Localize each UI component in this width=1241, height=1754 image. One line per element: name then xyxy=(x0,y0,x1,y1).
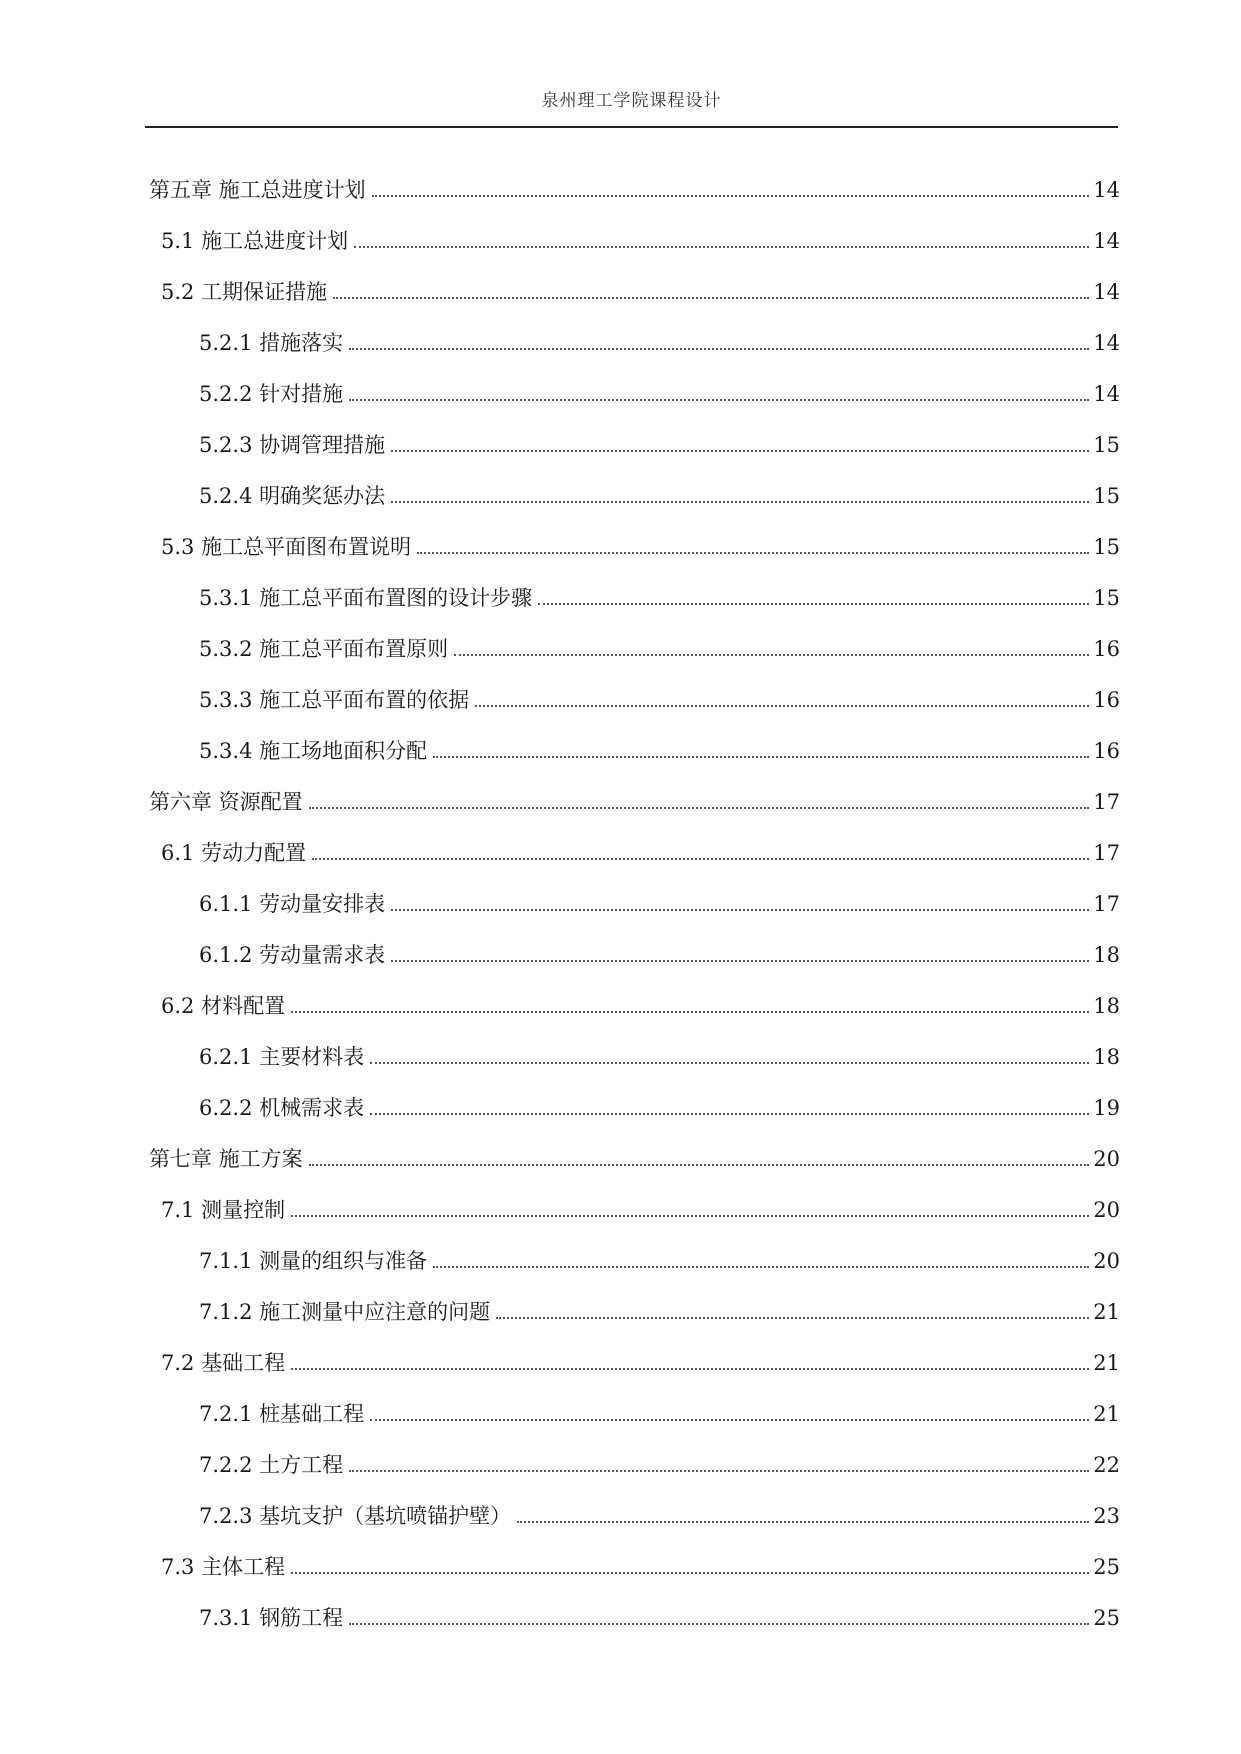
toc-dot-leader xyxy=(291,1571,1089,1574)
toc-dot-leader xyxy=(370,1061,1089,1064)
toc-entry-page-number: 23 xyxy=(1093,1504,1120,1528)
toc-entry-title: 7.2.1 桩基础工程 xyxy=(199,1402,365,1426)
toc-dot-leader xyxy=(475,704,1089,707)
toc-entry[interactable] xyxy=(145,255,1120,306)
toc-dot-leader xyxy=(370,1418,1089,1421)
toc-entry[interactable] xyxy=(145,612,1120,663)
toc-dot-leader xyxy=(349,347,1089,350)
toc-entry-page-number: 17 xyxy=(1093,892,1120,916)
toc-entry-title: 5.2.3 协调管理措施 xyxy=(199,433,386,457)
toc-dot-leader xyxy=(291,1214,1089,1217)
toc-entry[interactable] xyxy=(145,1377,1120,1428)
toc-entry-page-number: 18 xyxy=(1093,994,1120,1018)
toc-entry-page-number: 15 xyxy=(1093,586,1120,610)
toc-entry-page-number: 20 xyxy=(1093,1249,1120,1273)
toc-entry-title: 5.2.2 针对措施 xyxy=(199,382,344,406)
toc-dot-leader xyxy=(370,1112,1089,1115)
toc-entry-page-number: 17 xyxy=(1093,790,1120,814)
toc-entry[interactable] xyxy=(145,306,1120,357)
page-header-title: 泉州理工学院课程设计 xyxy=(541,91,722,111)
toc-entry-page-number: 25 xyxy=(1093,1606,1120,1630)
toc-entry-title: 6.2 材料配置 xyxy=(161,994,286,1018)
toc-entry[interactable] xyxy=(145,1173,1120,1224)
toc-dot-leader xyxy=(391,908,1089,911)
toc-entry[interactable] xyxy=(145,1428,1120,1479)
toc-entry-page-number: 21 xyxy=(1093,1351,1120,1375)
toc-entry[interactable] xyxy=(145,1071,1120,1122)
toc-entry-title: 6.1 劳动力配置 xyxy=(161,841,307,865)
toc-entry-page-number: 16 xyxy=(1093,637,1120,661)
toc-dot-leader xyxy=(372,194,1090,197)
toc-entry-title: 7.2.3 基坑支护（基坑喷锚护壁） xyxy=(199,1504,512,1528)
toc-entry-page-number: 16 xyxy=(1093,688,1120,712)
toc-entry-title: 6.1.1 劳动量安排表 xyxy=(199,892,386,916)
toc-entry-page-number: 21 xyxy=(1093,1300,1120,1324)
toc-entry-title: 6.2.1 主要材料表 xyxy=(199,1045,365,1069)
toc-dot-leader xyxy=(312,857,1089,860)
toc-entry[interactable] xyxy=(145,867,1120,918)
header-divider xyxy=(145,126,1118,128)
toc-dot-leader xyxy=(391,449,1089,452)
toc-entry[interactable] xyxy=(145,510,1120,561)
toc-entry-page-number: 16 xyxy=(1093,739,1120,763)
toc-entry-title: 7.1 测量控制 xyxy=(161,1198,286,1222)
toc-entry-page-number: 22 xyxy=(1093,1453,1120,1477)
toc-dot-leader xyxy=(391,959,1089,962)
toc-entry[interactable] xyxy=(145,1326,1120,1377)
toc-entry-title: 5.3.4 施工场地面积分配 xyxy=(199,739,428,763)
toc-dot-leader xyxy=(291,1367,1089,1370)
toc-dot-leader xyxy=(309,806,1090,809)
toc-dot-leader xyxy=(349,1469,1089,1472)
toc-dot-leader xyxy=(433,755,1089,758)
toc-entry-title: 6.1.2 劳动量需求表 xyxy=(199,943,386,967)
toc-entry-title: 5.2 工期保证措施 xyxy=(161,280,328,304)
toc-dot-leader xyxy=(417,551,1089,554)
toc-dot-leader xyxy=(433,1265,1089,1268)
table-of-contents xyxy=(145,153,1120,1632)
toc-entry-title: 7.1.1 测量的组织与准备 xyxy=(199,1249,428,1273)
toc-entry-title: 5.2.4 明确奖惩办法 xyxy=(199,484,386,508)
toc-entry[interactable] xyxy=(145,1530,1120,1581)
toc-dot-leader xyxy=(391,500,1089,503)
toc-entry[interactable] xyxy=(145,663,1120,714)
toc-entry-title: 第五章 施工总进度计划 xyxy=(149,178,366,202)
toc-entry-title: 第七章 施工方案 xyxy=(149,1147,303,1171)
toc-entry-title: 5.1 施工总进度计划 xyxy=(161,229,349,253)
toc-entry-page-number: 15 xyxy=(1093,433,1120,457)
toc-entry[interactable] xyxy=(145,918,1120,969)
toc-entry[interactable] xyxy=(145,204,1120,255)
toc-entry[interactable] xyxy=(145,1224,1120,1275)
toc-entry-title: 7.3.1 钢筋工程 xyxy=(199,1606,344,1630)
toc-dot-leader xyxy=(309,1163,1090,1166)
toc-entry-page-number: 20 xyxy=(1093,1147,1120,1171)
toc-dot-leader xyxy=(538,602,1089,605)
toc-entry-page-number: 14 xyxy=(1093,331,1120,355)
toc-entry-page-number: 18 xyxy=(1093,1045,1120,1069)
toc-entry-title: 5.3 施工总平面图布置说明 xyxy=(161,535,412,559)
toc-entry-title: 第六章 资源配置 xyxy=(149,790,303,814)
toc-dot-leader xyxy=(291,1010,1089,1013)
toc-entry-title: 5.3.3 施工总平面布置的依据 xyxy=(199,688,470,712)
toc-entry[interactable] xyxy=(145,1122,1120,1173)
toc-entry[interactable] xyxy=(145,969,1120,1020)
toc-entry[interactable] xyxy=(145,153,1120,204)
toc-entry[interactable] xyxy=(145,1275,1120,1326)
toc-entry-page-number: 20 xyxy=(1093,1198,1120,1222)
toc-dot-leader xyxy=(354,245,1089,248)
toc-dot-leader xyxy=(333,296,1089,299)
toc-entry[interactable] xyxy=(145,357,1120,408)
toc-entry-page-number: 25 xyxy=(1093,1555,1120,1579)
toc-entry-title: 7.2.2 土方工程 xyxy=(199,1453,344,1477)
toc-entry-page-number: 18 xyxy=(1093,943,1120,967)
toc-entry-title: 7.2 基础工程 xyxy=(161,1351,286,1375)
toc-entry[interactable] xyxy=(145,1479,1120,1530)
toc-entry[interactable] xyxy=(145,1020,1120,1071)
toc-entry-title: 5.3.2 施工总平面布置原则 xyxy=(199,637,449,661)
toc-entry[interactable] xyxy=(145,816,1120,867)
toc-entry-title: 5.2.1 措施落实 xyxy=(199,331,344,355)
toc-entry[interactable] xyxy=(145,765,1120,816)
toc-entry-page-number: 14 xyxy=(1093,229,1120,253)
toc-entry-page-number: 14 xyxy=(1093,382,1120,406)
toc-entry-page-number: 17 xyxy=(1093,841,1120,865)
toc-entry-page-number: 14 xyxy=(1093,280,1120,304)
toc-entry[interactable] xyxy=(145,408,1120,459)
toc-entry-page-number: 14 xyxy=(1093,178,1120,202)
toc-entry-page-number: 19 xyxy=(1093,1096,1120,1120)
toc-entry-title: 6.2.2 机械需求表 xyxy=(199,1096,365,1120)
toc-entry-title: 5.3.1 施工总平面布置图的设计步骤 xyxy=(199,586,533,610)
toc-entry[interactable] xyxy=(145,459,1120,510)
toc-dot-leader xyxy=(496,1316,1089,1319)
toc-dot-leader xyxy=(454,653,1089,656)
toc-dot-leader xyxy=(517,1520,1089,1523)
toc-entry-title: 7.3 主体工程 xyxy=(161,1555,286,1579)
toc-entry-page-number: 15 xyxy=(1093,484,1120,508)
toc-entry-page-number: 15 xyxy=(1093,535,1120,559)
toc-entry[interactable] xyxy=(145,1581,1120,1632)
toc-entry[interactable] xyxy=(145,714,1120,765)
toc-entry-title: 7.1.2 施工测量中应注意的问题 xyxy=(199,1300,491,1324)
toc-entry[interactable] xyxy=(145,561,1120,612)
toc-dot-leader xyxy=(349,398,1089,401)
toc-entry-page-number: 21 xyxy=(1093,1402,1120,1426)
toc-dot-leader xyxy=(349,1622,1089,1625)
